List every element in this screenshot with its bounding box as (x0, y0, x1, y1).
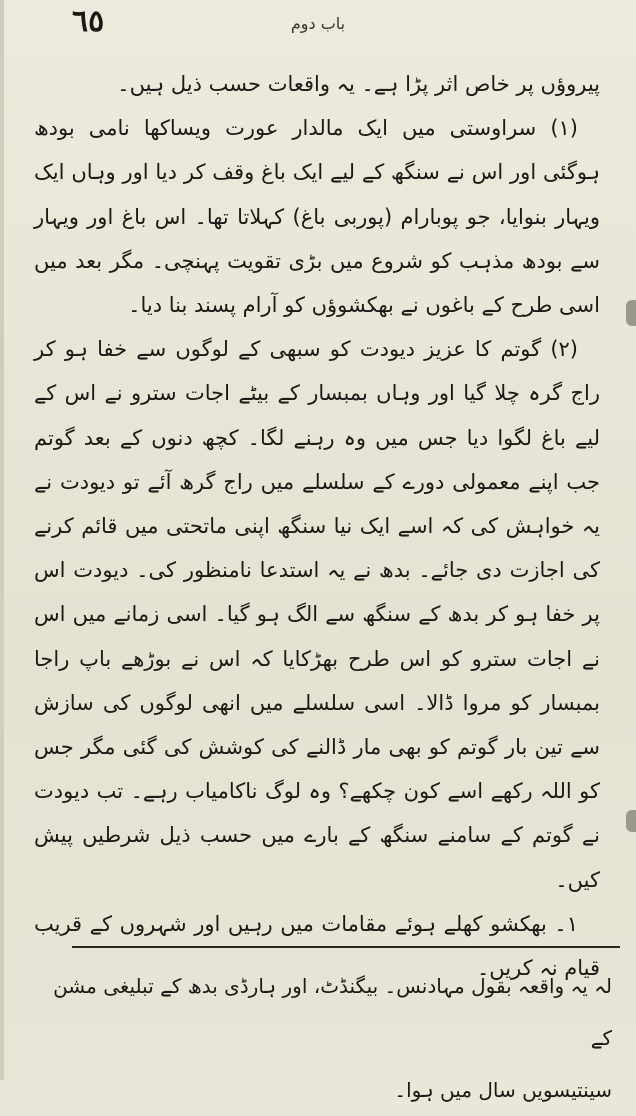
paragraph-event-2: (۲) گوتم کا عزیز دیودت کو سبھی کے لوگوں سے خفا ہو کر راج گرہ چلا گیا اور وہاں بمبسار کے بیٹے اجات سترو نے اس کے لیے باغ لگوا دیا جس میں وہ رہنے لگا۔ کچھ دنوں کے بعد گوتم جب اپنے معمولی دورے کے سلسلے میں راج گرھ آئے تو دیودت نے یہ خواہش کی کہ اسے ایک نیا سنگھ اپنی ماتحتی میں قائم کرنے کی اجازت دی جائے۔ بدھ نے یہ استدعا نامنظور کی۔ دیودت اس پر خفا ہو کر بدھ کے سنگھ سے الگ ہو گیا۔ اسی زمانے میں اس نے اجات سترو کو اس طرح بھڑکایا کہ اس نے بوڑھے باپ راجا بمبسار کو مروا ڈالا۔ اسی سلسلے میں انھی لوگوں کی سازش سے تین بار گوتم کو بھی مار ڈالنے کی کوشش کی گئی مگر جس کو اللہ رکھے اسے کون چکھے؟ وہ لوگ ناکامیاب رہے۔ تب دیودت نے گوتم کے سامنے سنگھ کے بارے میں حسب ذیل شرطیں پیش کیں۔ (34, 337, 600, 892)
main-text (34, 62, 600, 990)
chapter-header: باب دوم (290, 14, 346, 33)
footnote (34, 960, 612, 1116)
page-number: ٦٥ (72, 4, 105, 39)
page-edge-tear (626, 300, 636, 326)
paragraph-event-1: (۱) سراوستی میں ایک مالدار عورت ویساکھا نامی بودھ ہوگئی اور اس نے سنگھ کے لیے ایک باغ وقف کر دیا اور وہاں ایک ویہار بنوایا، جو پوبارام (پوربی باغ) کہلاتا تھا۔ اس باغ اور ویہار سے بودھ مذہب کو شروع میں بڑی تقویت پہنچی۔ مگر بعد میں اسی طرح کے باغوں نے بھکشوؤں کو آرام پسند بنا دیا۔ (34, 116, 600, 318)
paragraph-intro: پیروؤں پر خاص اثر پڑا ہے۔ یہ واقعات حسب ذیل ہیں۔ (117, 72, 600, 96)
page-edge-tear (626, 810, 636, 832)
paragraph-condition-1: ۱۔ بھکشو کھلے ہوئے مقامات میں رہیں اور شہروں کے قریب قیام نہ کریں۔ (34, 911, 600, 981)
page-spine-edge (0, 0, 4, 1080)
footnote-line: سینتیسویں سال میں ہوا۔ (394, 1078, 612, 1102)
footnote-divider (72, 946, 620, 948)
footnote-line: لہ یہ واقعہ بقول مہادنس۔ بیگنڈٹ، اور ہارڈی بدھ کے تبلیغی مشن کے (53, 974, 612, 1050)
